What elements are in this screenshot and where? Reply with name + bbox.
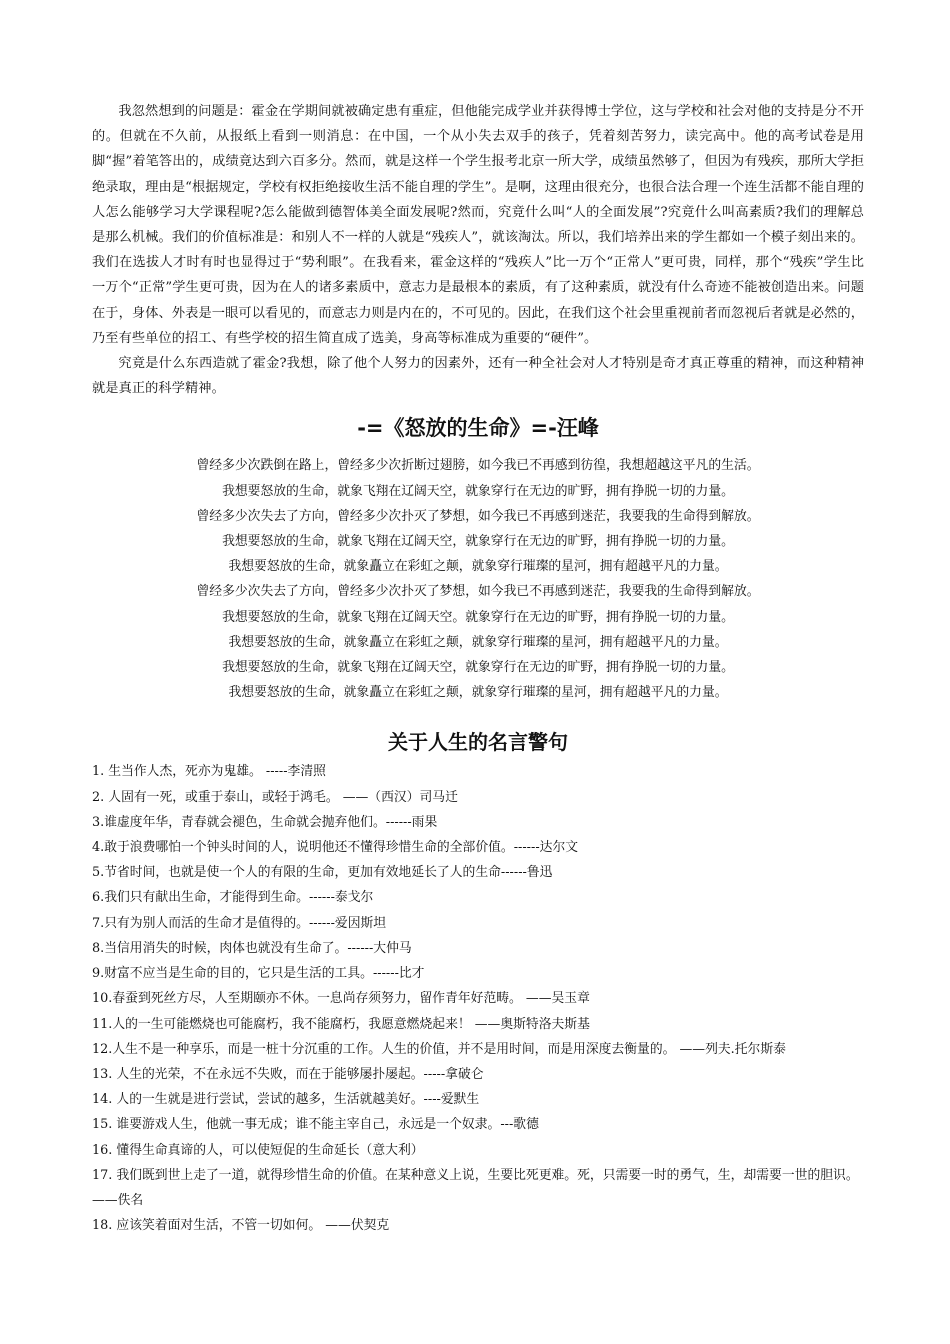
poem-body: [92, 453, 864, 705]
poem-line: 曾经多少次失去了方向，曾经多少次扑灭了梦想，如今我已不再感到迷茫，我要我的生命得到解放。: [196, 584, 760, 600]
poem-line: 我想要怒放的生命，就象飞翔在辽阔天空，就象穿行在无边的旷野，拥有挣脱一切的力量。: [222, 534, 734, 550]
poem-title: -=《怒放的生命》=-汪峰: [357, 416, 599, 441]
quote-item: 18. 应该笑着面对生活，不管一切如何。 ——伏契克: [92, 1218, 390, 1234]
quotes-list: [92, 759, 864, 1238]
quotes-title: 关于人生的名言警句: [388, 730, 568, 755]
intro-paragraph-2: 究竟是什么东西造就了霍金?我想，除了他个人努力的因素外，还有一种全社会对人才特别是奇才真正尊重的精神，而这种精神就是真正的科学精神。: [92, 356, 864, 397]
quote-item: 12.人生不是一种享乐，而是一桩十分沉重的工作。人生的价值，并不是用时间，而是用深度去衡量的。 ——列夫.托尔斯泰: [92, 1041, 786, 1057]
poem-line: 我想要怒放的生命，就象矗立在彩虹之颠，就象穿行璀璨的星河，拥有超越平凡的力量。: [228, 559, 728, 575]
quote-item: 11.人的一生可能燃烧也可能腐朽，我不能腐朽，我愿意燃烧起来！ ——奥斯特洛夫斯基: [92, 1016, 590, 1032]
intro-paragraph-1: 我忽然想到的问题是：霍金在学期间就被确定患有重症，但他能完成学业并获得博士学位，这与学校和社会对他的支持是分不开的。但就在不久前，从报纸上看到一则消息：在中国，一个从小失去双手的孩子，凭着刻苦努力，读完高中。他的高考试卷是用脚“握”着笔答出的，成绩竟达到六百多分。然而，就是这样一个学生报考北京一所大学，成绩虽然够了，但因为有残疾，那所大学拒绝录取，理由是“根据规定，学校有权拒绝接收生活不能自理的学生”。是啊，这理由很充分，也很合法合理一个连生活都不能自理的人怎么能够学习大学课程呢?怎么能做到德智体美全面发展呢?然而，究竟什么叫“人的全面发展”?究竟什么叫高素质?我们的理解总是那么机械。我们的价值标准是：和别人不一样的人就是“残疾人”，就该淘汰。所以，我们培养出来的学生都如一个模子刻出来的。我们在选拔人才时有时也显得过于“势利眼”。在我看来，霍金这样的“残疾人”比一万个“正常人”更可贵，同样，那个“残疾”学生比一万个“正常”学生更可贵，因为在人的诸多素质中，意志力是最根本的素质，有了这种素质，就没有什么奇迹不能被创造出来。问题在于，身体、外表是一眼可以看见的，而意志力则是内在的，不可见的。因此，在我们这个社会里重视前者而忽视后者就是必然的，乃至有些单位的招工、有些学校的招生简直成了选美，身高等标准成为重要的“硬件”。: [92, 104, 864, 346]
quote-item: 6.我们只有献出生命，才能得到生命。------泰戈尔: [92, 890, 374, 906]
quote-item: 2. 人固有一死，或重于泰山，或轻于鸿毛。 ——（西汉）司马迁: [92, 789, 458, 805]
poem-line: 曾经多少次跌倒在路上，曾经多少次折断过翅膀，如今我已不再感到彷徨，我想超越这平凡的生活。: [196, 458, 760, 474]
quote-item: 3.谁虚度年华，青春就会褪色，生命就会抛弃他们。------雨果: [92, 814, 438, 830]
poem-line: 我想要怒放的生命，就象飞翔在辽阔天空，就象穿行在无边的旷野，拥有挣脱一切的力量。: [222, 483, 734, 499]
document-page: [92, 99, 864, 1238]
quote-item: 13. 人生的光荣，不在永远不失败，而在于能够屡扑屡起。-----拿破仑: [92, 1066, 484, 1082]
quote-item: 7.只有为别人而活的生命才是值得的。------爱因斯坦: [92, 915, 387, 931]
quote-item: 16. 懂得生命真谛的人，可以使短促的生命延长（意大利）: [92, 1142, 424, 1158]
poem-line: 我想要怒放的生命，就象飞翔在辽阔天空。就象穿行在无边的旷野，拥有挣脱一切的力量。: [222, 609, 734, 625]
quote-item: 14. 人的一生就是进行尝试，尝试的越多，生活就越美好。----爱默生: [92, 1092, 480, 1108]
quote-item: 10.春蚕到死丝方尽，人至期颐亦不休。一息尚存须努力，留作青年好范畴。 ——吴玉章: [92, 991, 590, 1007]
poem-line: 曾经多少次失去了方向，曾经多少次扑灭了梦想，如今我已不再感到迷茫，我要我的生命得到解放。: [196, 508, 760, 524]
quote-item: 9.财富不应当是生命的目的，它只是生活的工具。------比才: [92, 966, 425, 982]
poem-line: 我想要怒放的生命，就象矗立在彩虹之颠，就象穿行璀璨的星河，拥有超越平凡的力量。: [228, 634, 728, 650]
quote-item: 4.敢于浪费哪怕一个钟头时间的人，说明他还不懂得珍惜生命的全部价值。------达尔文: [92, 840, 579, 856]
quote-item: 15. 谁要游戏人生，他就一事无成；谁不能主宰自己，永远是一个奴隶。---歌德: [92, 1117, 539, 1133]
quote-item: 1. 生当作人杰，死亦为鬼雄。 -----李清照: [92, 764, 326, 780]
poem-line: 我想要怒放的生命，就象矗立在彩虹之颠，就象穿行璀璨的星河，拥有超越平凡的力量。: [228, 685, 728, 701]
quote-item: 8.当信用消失的时候，肉体也就没有生命了。------大仲马: [92, 940, 412, 956]
quote-item: 5.节省时间，也就是使一个人的有限的生命，更加有效地延长了人的生命------鲁迅: [92, 865, 553, 881]
intro-section: [92, 99, 864, 401]
quote-item: 17. 我们既到世上走了一道，就得珍惜生命的价值。在某种意义上说，生要比死更难。死，只需要一时的勇气，生，却需要一世的胆识。 ——佚名: [92, 1167, 859, 1208]
poem-line: 我想要怒放的生命，就象飞翔在辽阔天空，就象穿行在无边的旷野，拥有挣脱一切的力量。: [222, 660, 734, 676]
